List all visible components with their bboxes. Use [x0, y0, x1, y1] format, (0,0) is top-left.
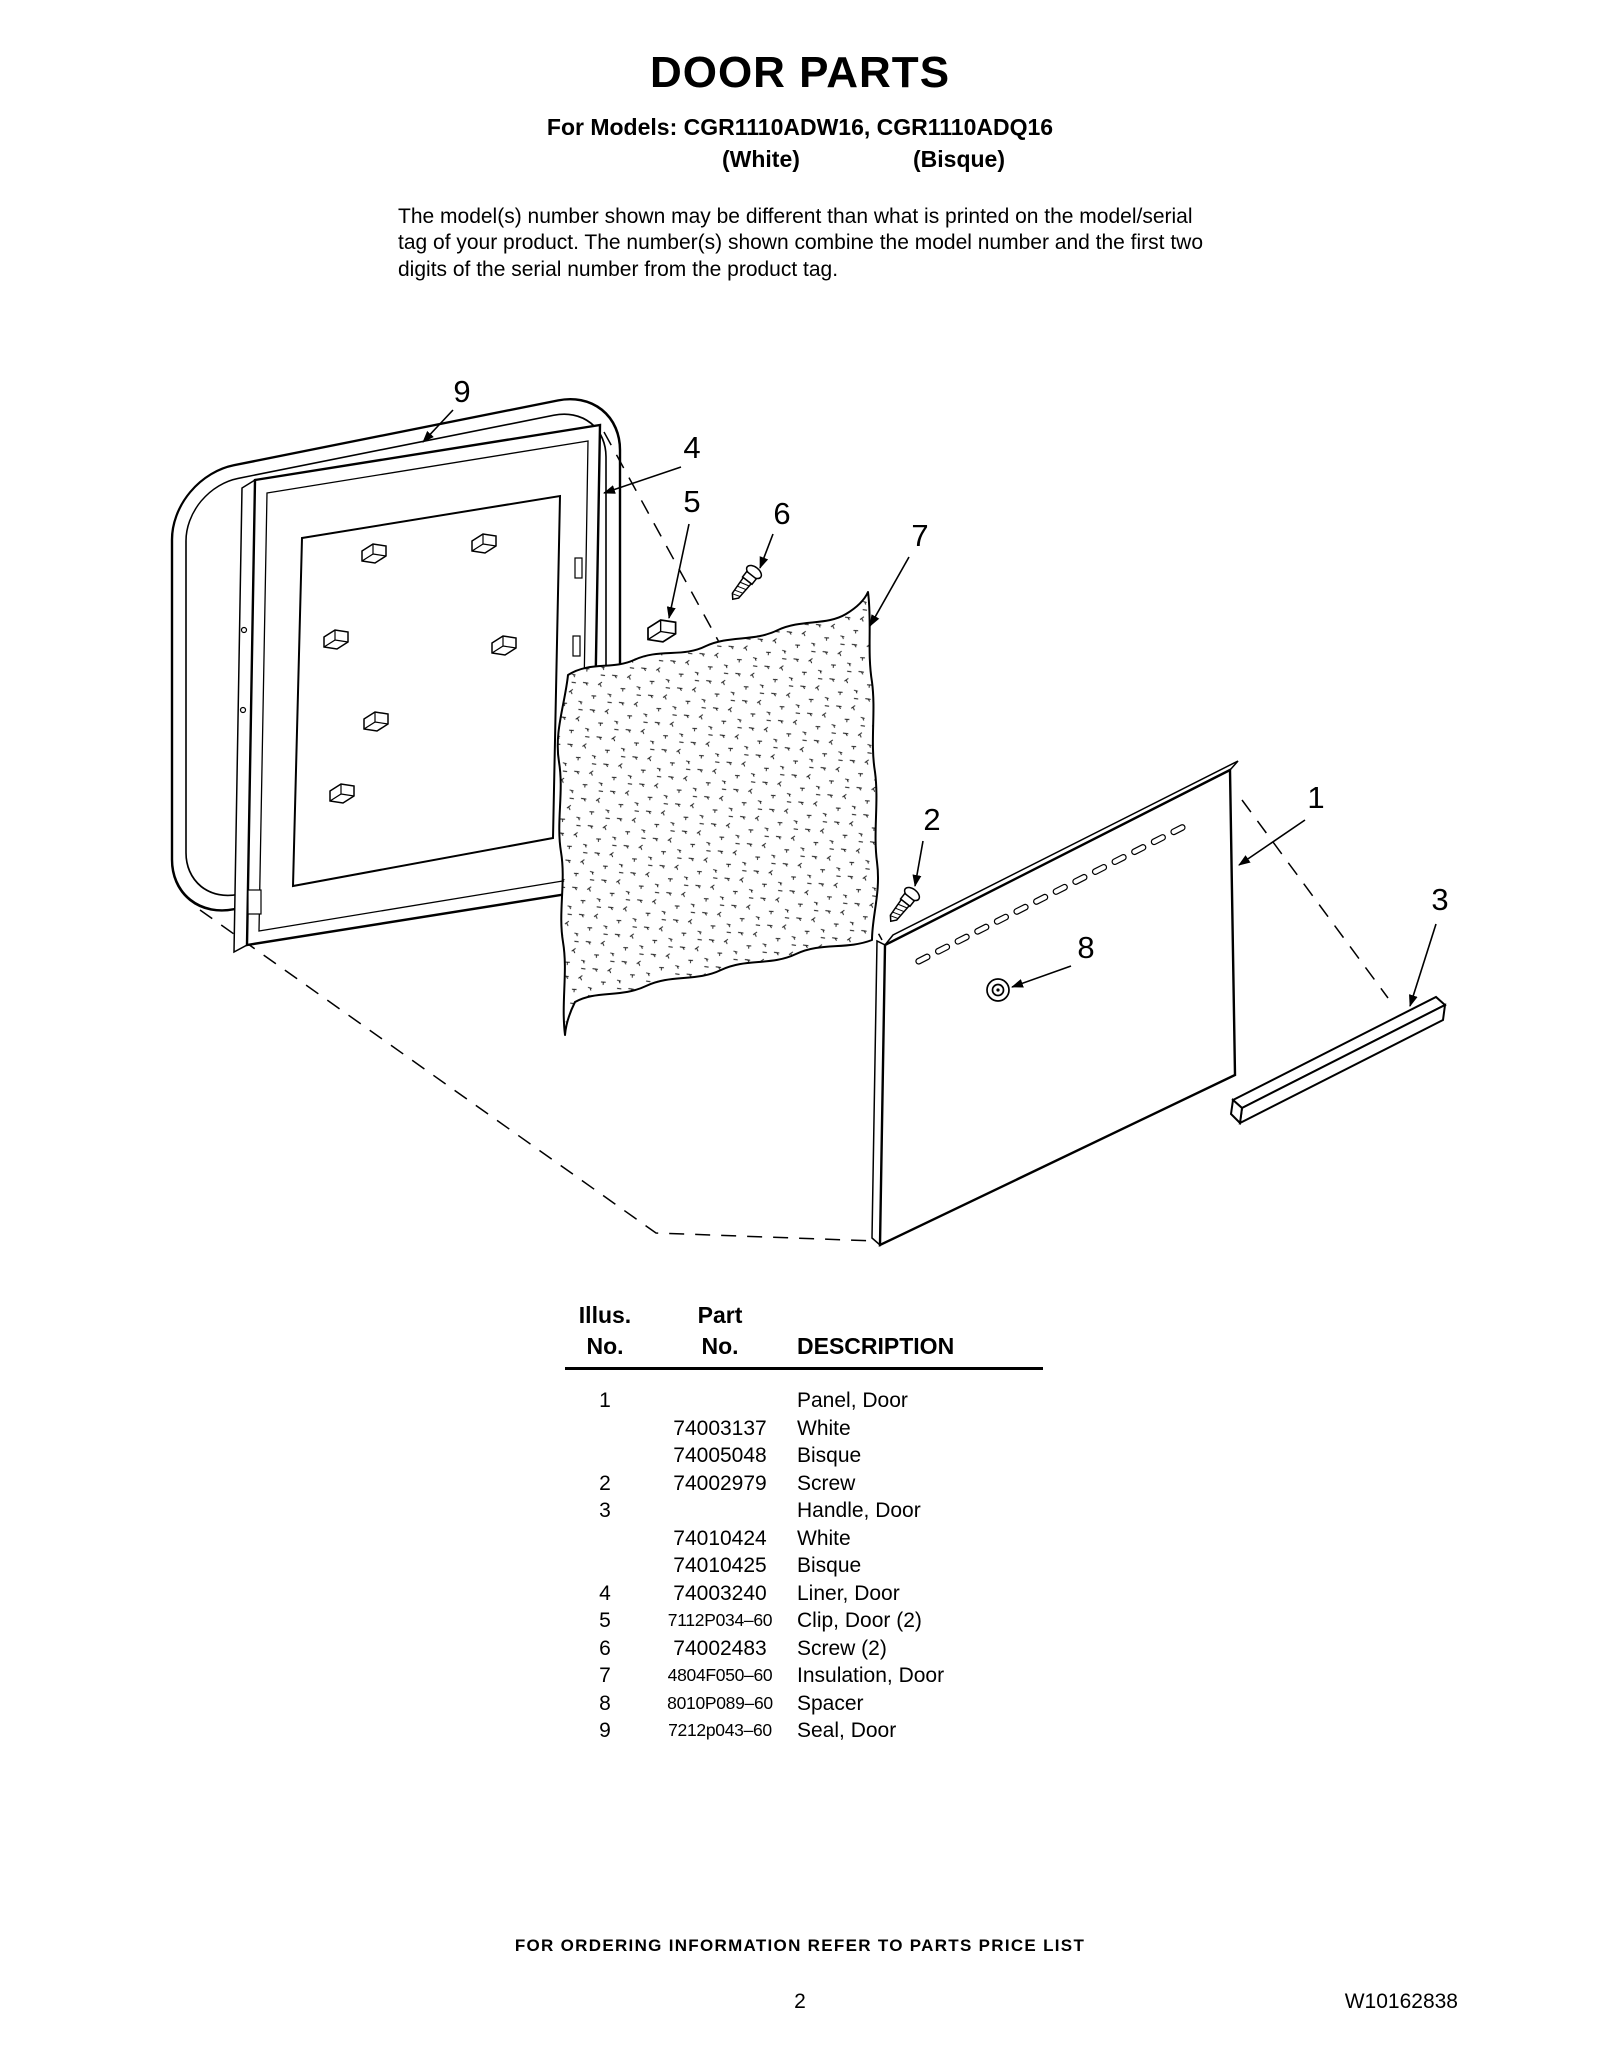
table-header-row-1	[565, 1300, 1043, 1331]
illus-no-cell: 2	[599, 1471, 611, 1495]
illus-no-cell: 1	[599, 1389, 611, 1412]
description-cell: Seal, Door	[797, 1719, 897, 1742]
ordering-note: FOR ORDERING INFORMATION REFER TO PARTS PRICE LIST	[514, 1936, 1086, 1955]
part-no-cell	[645, 1497, 795, 1525]
page-title: DOOR PARTS	[649, 48, 951, 97]
part-no-cell: 74003137	[673, 1416, 767, 1440]
svg-text:8: 8	[1077, 930, 1095, 965]
table-row	[565, 1369, 1043, 1415]
part-no-cell: 7112P034–60	[667, 1610, 773, 1630]
header-part: Part	[697, 1302, 743, 1328]
part-spacer	[987, 979, 1009, 1001]
part-no-cell: 74003240	[673, 1581, 767, 1605]
illus-no-cell: 7	[599, 1664, 611, 1687]
description-cell: Panel, Door	[797, 1389, 908, 1412]
part-no-cell: 4804F050–60	[667, 1665, 773, 1685]
part-no-cell	[645, 1369, 795, 1415]
models-line: For Models: CGR1110ADW16, CGR1110ADQ16	[546, 114, 1054, 140]
part-no-cell: 74010424	[673, 1526, 767, 1550]
illus-no-cell: 5	[599, 1609, 611, 1632]
header-illus-no: No.	[565, 1331, 645, 1369]
finish-bisque-label: (Bisque)	[913, 146, 1005, 172]
table-row	[565, 1552, 1043, 1580]
description-cell: Insulation, Door	[797, 1664, 945, 1687]
part-no-cell: 74002483	[673, 1636, 767, 1660]
part-no-cell: 74005048	[673, 1444, 767, 1467]
table-row	[565, 1635, 1043, 1663]
header-part-no: No.	[645, 1331, 795, 1369]
parts-list	[565, 1300, 1043, 1745]
svg-text:3: 3	[1431, 882, 1449, 917]
description-cell: Clip, Door (2)	[797, 1609, 922, 1632]
table-row	[565, 1717, 1043, 1745]
callout-3	[1410, 882, 1449, 1006]
svg-text:9: 9	[453, 374, 471, 409]
svg-text:5: 5	[683, 484, 701, 519]
part-door-clip	[648, 620, 676, 642]
illus-no-cell	[565, 1525, 645, 1553]
table-row	[565, 1607, 1043, 1635]
callout-6	[760, 496, 791, 568]
description-cell: Screw	[797, 1471, 856, 1495]
callout-9	[423, 374, 471, 442]
part-door-handle	[1231, 997, 1445, 1123]
illus-no-cell	[565, 1415, 645, 1443]
part-no-cell: 8010P089–60	[667, 1692, 773, 1713]
svg-text:6: 6	[773, 496, 791, 531]
illus-no-cell: 3	[599, 1499, 611, 1522]
illus-no-cell: 6	[599, 1636, 611, 1660]
exploded-diagram	[120, 330, 1480, 1290]
document-number: W10162838	[1344, 1990, 1458, 2013]
illus-no-cell	[565, 1442, 645, 1470]
table-row	[565, 1662, 1043, 1690]
part-screw-6	[726, 563, 764, 605]
part-no-cell: 7212p043–60	[668, 1720, 772, 1740]
parts-table	[565, 1300, 1043, 1745]
description-cell: Liner, Door	[797, 1581, 900, 1605]
table-row	[565, 1690, 1043, 1718]
description-cell: Bisque	[797, 1444, 862, 1467]
table-row	[565, 1525, 1043, 1553]
illus-no-cell: 8	[599, 1691, 611, 1715]
table-row	[565, 1470, 1043, 1498]
page-number: 2	[794, 1990, 806, 2013]
description-cell: Spacer	[797, 1691, 864, 1715]
description-cell: Screw (2)	[797, 1636, 887, 1660]
description-cell: Handle, Door	[797, 1499, 921, 1522]
part-door-liner	[234, 425, 600, 952]
illus-no-cell: 4	[599, 1581, 611, 1605]
description-cell: White	[797, 1526, 851, 1550]
table-header-row-2	[565, 1331, 1043, 1369]
description-cell: White	[797, 1416, 851, 1440]
svg-text:7: 7	[911, 518, 929, 553]
svg-text:2: 2	[923, 802, 941, 837]
table-row	[565, 1415, 1043, 1443]
model-disclaimer: The model(s) number shown may be different than what is printed on the model/serial tag of your product. The number(s) shown combine the model number and the first two digits of the serial number from the product tag.	[398, 205, 1204, 281]
illus-no-cell	[565, 1552, 645, 1580]
svg-text:4: 4	[683, 430, 701, 465]
table-row	[565, 1497, 1043, 1525]
callout-7	[870, 518, 929, 626]
part-no-cell: 74002979	[673, 1471, 767, 1495]
illus-no-cell: 9	[599, 1719, 611, 1742]
callout-1	[1239, 780, 1325, 865]
table-row	[565, 1580, 1043, 1608]
svg-text:1: 1	[1307, 780, 1325, 815]
callout-5	[669, 484, 701, 618]
callout-2	[915, 802, 941, 886]
finish-white-label: (White)	[722, 146, 800, 172]
part-screw-2	[884, 885, 922, 927]
header-description: DESCRIPTION	[795, 1331, 1043, 1369]
description-cell: Bisque	[797, 1554, 862, 1577]
part-no-cell: 74010425	[673, 1554, 767, 1577]
table-row	[565, 1442, 1043, 1470]
header-illus: Illus.	[578, 1302, 632, 1328]
header-blank	[795, 1300, 1043, 1331]
